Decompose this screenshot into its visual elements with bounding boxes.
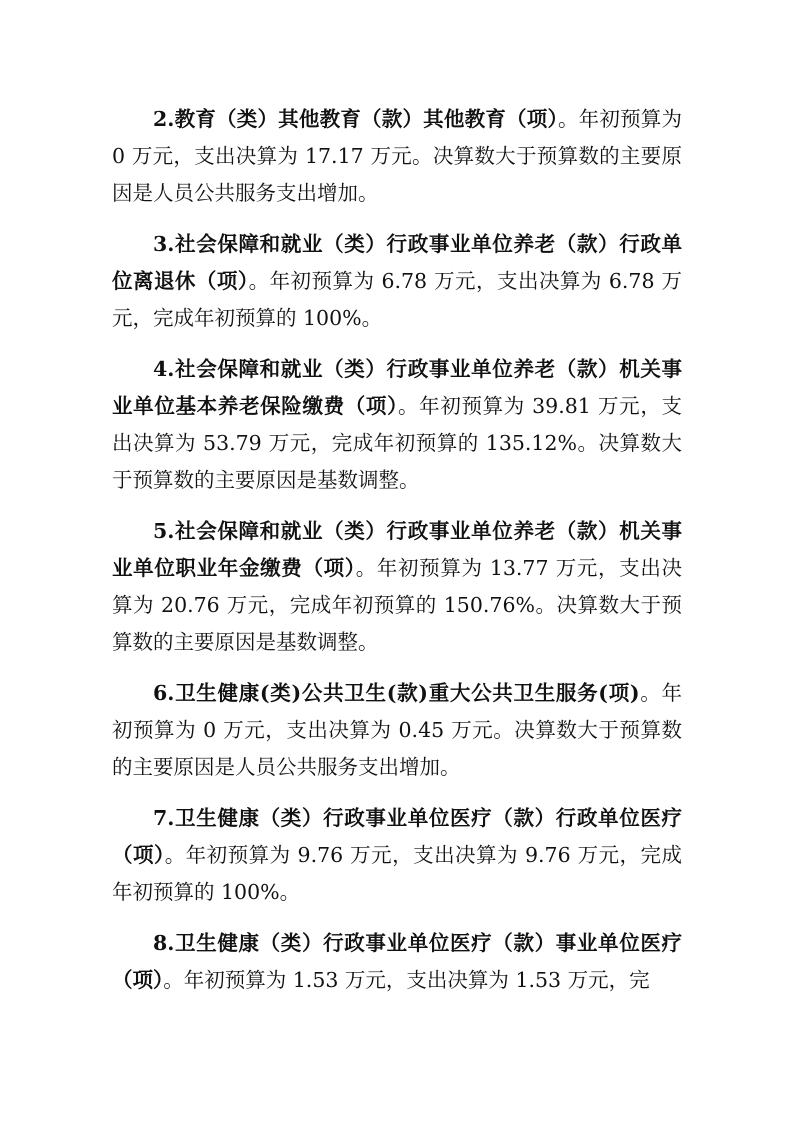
paragraph-heading: 6.卫生健康(类)公共卫生(款)重大公共卫生服务(项)	[153, 681, 640, 705]
paragraph-heading: 3.社会保障和就业（类）行政事业单位养老（款）行政单位离退休（项）	[112, 232, 682, 293]
document-page	[112, 101, 682, 1013]
paragraph-text: 。年初预算为 9.76 万元，支出决算为 9.76 万元，完成年初预算的 100%。	[112, 843, 683, 904]
paragraph-text: 。年初预算为 39.81 万元，支出决算为 53.79 万元，完成年初预算的 135.12%。决算数大于预算数的主要原因是基数调整。	[112, 394, 682, 492]
paragraph-heading: 7.卫生健康（类）行政事业单位医疗（款）行政单位医疗（项）	[112, 806, 682, 867]
paragraph-institution-medical	[112, 925, 682, 999]
paragraph-retirement	[112, 226, 682, 337]
paragraph-heading: 5.社会保障和就业（类）行政事业单位养老（款）机关事业单位职业年金缴费（项）	[112, 519, 682, 580]
paragraph-pension-insurance	[112, 351, 682, 499]
paragraph-heading: 8.卫生健康（类）行政事业单位医疗（款）事业单位医疗（项）	[112, 931, 682, 992]
paragraph-admin-medical	[112, 800, 682, 911]
paragraph-education	[112, 101, 682, 212]
paragraph-occupational-annuity	[112, 513, 682, 661]
paragraph-text: 。年初预算为 1.53 万元，支出决算为 1.53 万元，完	[163, 968, 650, 992]
paragraph-heading: 4.社会保障和就业（类）行政事业单位养老（款）机关事业单位基本养老保险缴费（项）	[112, 357, 682, 418]
paragraph-public-health	[112, 675, 682, 786]
paragraph-heading: 2.教育（类）其他教育（款）其他教育（项）	[153, 107, 558, 131]
paragraph-text: 。年初预算为 0 万元，支出决算为 17.17 万元。决算数大于预算数的主要原因是人员公共服务支出增加。	[112, 107, 683, 205]
paragraph-text: 。年初预算为 13.77 万元，支出决算为 20.76 万元，完成年初预算的 150.76%。决算数大于预算数的主要原因是基数调整。	[112, 556, 682, 654]
paragraph-text: 。年初预算为 6.78 万元，支出决算为 6.78 万元，完成年初预算的 100%。	[112, 269, 683, 330]
paragraph-text: 。年初预算为 0 万元，支出决算为 0.45 万元。决算数大于预算数的主要原因是人员公共服务支出增加。	[112, 681, 682, 779]
